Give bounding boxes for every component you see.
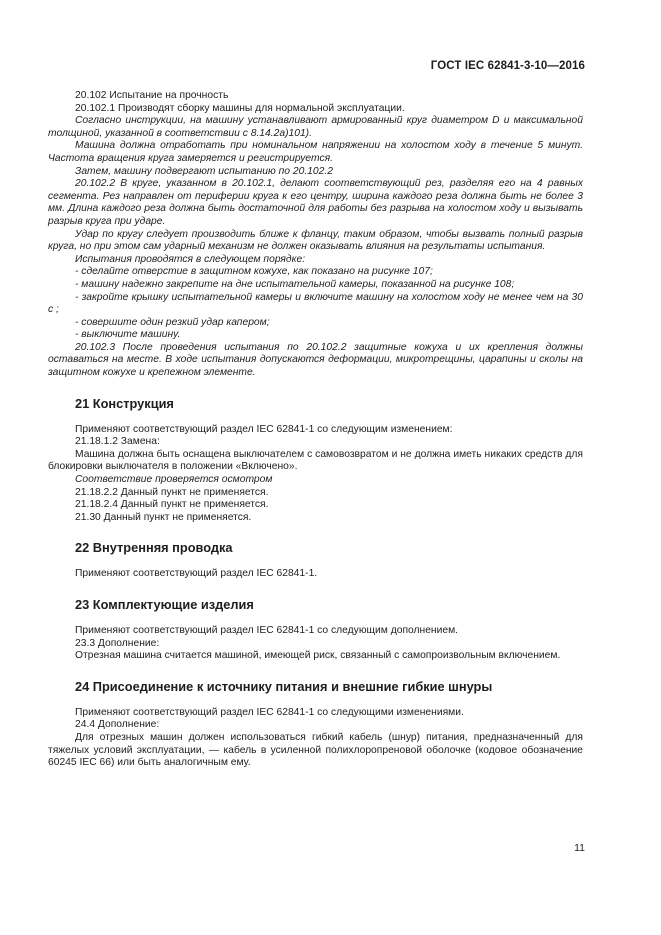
section-23-heading: 23 Комплектующие изделия [75,597,254,612]
paragraph: Согласно инструкции, на машину устанавливают армированный круг диаметром D и максимальной толщиной, указанной в соответствии с 8.14.2a)101). [48,115,583,139]
paragraph: Удар по кругу следует производить ближе к фланцу, таким образом, чтобы вызвать полный разрыв круга, но при этом сам ударный механизм не должен оказывать влияния на результаты испытания. [48,228,583,253]
clause-24-4: 24.4 Дополнение: [75,719,160,731]
clause-21-18-2-2: 21.18.2.2 Данный пункт не применяется. [75,486,269,498]
paragraph: Соответствие проверяется осмотром [75,474,273,486]
paragraph: Для отрезных машин должен использоваться гибкий кабель (шнур) питания, предназначенный для тяжелых условий эксплуатации, — кабель в усиленной полихлоропреновой оболочке (кодовое обозначение 60245 IEC 66) или быть аналогичным ему. [48,731,583,769]
paragraph: Затем, машину подвергают испытанию по 20.102.2 [75,165,333,177]
paragraph: Применяют соответствующий раздел IEC 62841-1 со следующими изменениями. [75,706,464,718]
paragraph: Применяют соответствующий раздел IEC 62841-1. [75,568,318,580]
list-item: - машину надежно закрепите на дне испытательной камеры, показанной на рисунке 108; [75,278,515,290]
clause-20-102-1: 20.102.1 Производят сборку машины для нормальной эксплуатации. [75,102,405,114]
paragraph: Применяют соответствующий раздел IEC 62841-1 со следующим изменением: [75,423,453,435]
paragraph: Испытания проводятся в следующем порядке: [75,253,306,265]
section-24-heading: 24 Присоединение к источнику питания и внешние гибкие шнуры [75,678,493,694]
paragraph: Применяют соответствующий раздел IEC 62841-1 со следующим дополнением. [75,625,459,636]
page-number: 11 [574,842,585,854]
clause-20-102-2: 20.102.2 В круге, указанном в 20.102.1, делают соответствующий рез, разделяя его на 4 равных сегмента. Рез направлен от периферии круга к его центру, ширина каждого реза должна быть не более 3 мм. Длина каждого реза должна быть достаточной для работы без разрыва на холостом ходу и вызывать разрыв круга при ударе. [48,178,583,227]
clause-21-30: 21.30 Данный пункт не применяется. [75,511,252,523]
standard-header: ГОСТ IEC 62841-3-10—2016 [430,60,585,72]
paragraph: Машина должна отработать при номинальном напряжении на холостом ходу в течение 5 минут. Частота вращения круга замеряется и регистрируется. [48,140,583,164]
list-item: - закройте крышку испытательной камеры и включите машину на холостом ходу не менее чем на 30 с ; [48,291,583,316]
clause-21-18-2-4: 21.18.2.4 Данный пункт не применяется. [75,499,269,511]
clause-23-3: 23.3 Дополнение: [75,637,160,649]
paragraph: Отрезная машина считается машиной, имеющей риск, связанный с самопроизвольным включением. [75,650,561,662]
clause-20-102-heading: 20.102 Испытание на прочность [75,90,229,101]
section-21-heading: 21 Конструкция [75,395,174,411]
page-content [48,90,583,770]
section-22-heading: 22 Внутренняя проводка [75,540,233,556]
clause-21-18-1-2: 21.18.1.2 Замена: [75,436,160,448]
list-item: - совершите один резкий удар капером; [75,316,270,328]
list-item: - выключите машину. [75,329,181,341]
list-item: - сделайте отверстие в защитном кожухе, как показано на рисунке 107; [75,266,433,278]
clause-20-102-3: 20.102.3 После проведения испытания по 20.102.2 защитные кожуха и их крепления должны оставаться на месте. В ходе испытания допускаются деформации, микротрещины, царапины и сколы на защитном кожухе и крепежном элементе. [48,341,583,379]
paragraph: Машина должна быть оснащена выключателем с самовозвратом и не должна иметь никаких средств для блокировки выключателя в положении «Включено». [48,448,583,473]
